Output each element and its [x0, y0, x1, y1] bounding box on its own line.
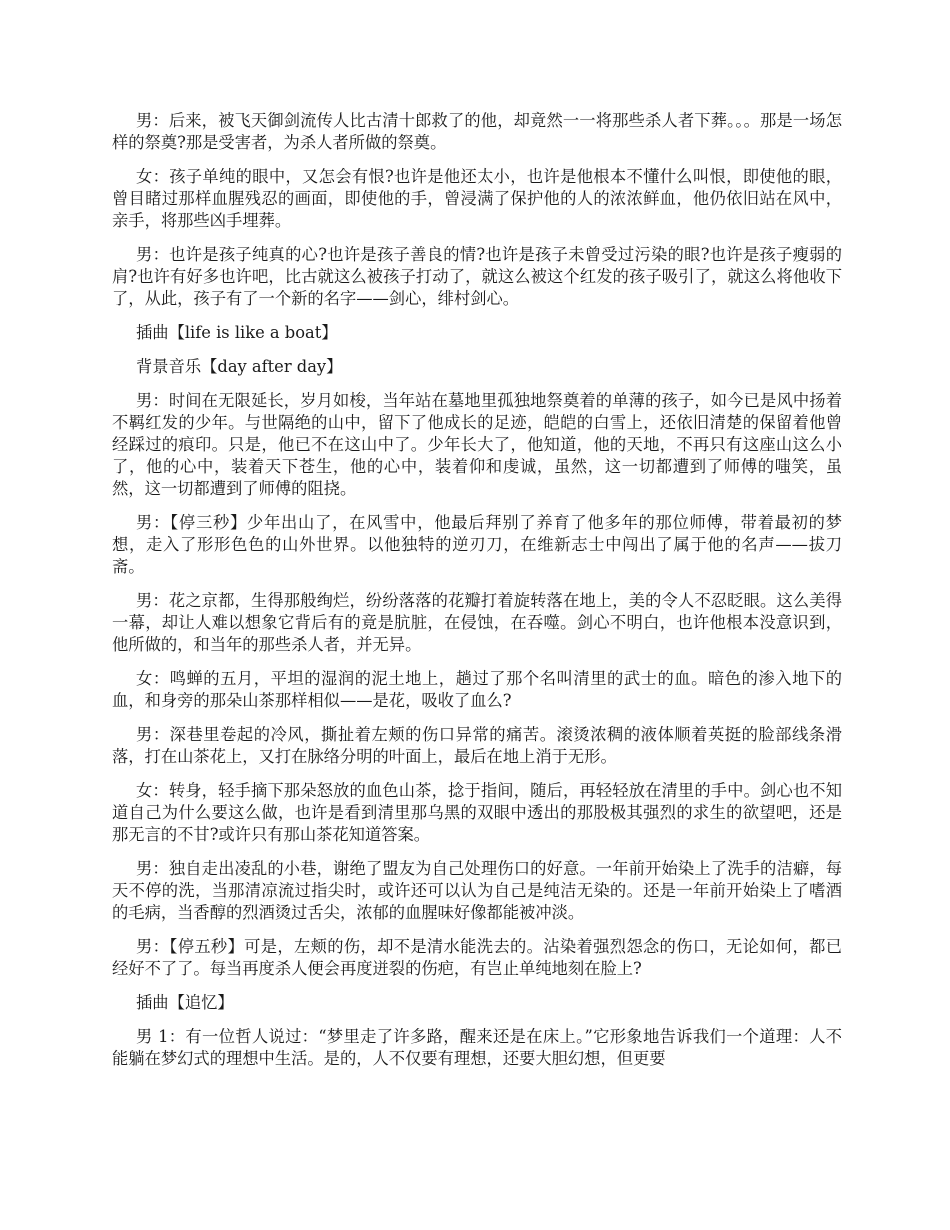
paragraph-6: 男：时间在无限延长，岁月如梭，当年站在墓地里孤独地祭奠着的单薄的孩子，如今已是风中扬着不羁红发的少年。与世隔绝的山中，留下了他成长的足迹，皑皑的白雪上，还依旧清楚的保留着他曾经踩过的痕印。只是，他已不在这山中了。少年长大了，他知道，他的天地，不再只有这座山这么小了，他的心中，装着天下苍生，他的心中，装着仰和虔诚，虽然，这一切都遭到了师傅的嗤笑，虽然，这一切都遭到了师傅的阻挠。	[112, 391, 842, 498]
paragraph-8: 男：花之京都，生得那般绚烂，纷纷落落的花瓣打着旋转落在地上，美的令人不忍眨眼。这么美得一幕，却让人难以想象它背后有的竟是肮脏，在侵蚀，在吞噬。剑心不明白，也许他根本没意识到，他所做的，和当年的那些杀人者，并无异。	[112, 591, 842, 654]
paragraph-15: 男 1：有一位哲人说过：“梦里走了许多路，醒来还是在床上。”它形象地告诉我们一个道理：人不能躺在梦幻式的理想中生活。是的，人不仅要有理想，还要大胆幻想，但更要	[112, 1027, 842, 1068]
paragraph-9: 女：鸣蝉的五月，平坦的湿润的泥土地上，趟过了那个名叫清里的武士的血。暗色的渗入地下的血，和身旁的那朵山茶那样相似——是花，吸收了血么?	[112, 669, 842, 710]
paragraph-7: 男：【停三秒】少年出山了，在风雪中，他最后拜别了养育了他多年的那位师傅，带着最初的梦想，走入了形形色色的山外世界。以他独特的逆刃刀，在维新志士中闯出了属于他的名声——拔刀斋。	[112, 513, 842, 576]
paragraph-3: 男：也许是孩子纯真的心?也许是孩子善良的情?也许是孩子未曾受过污染的眼?也许是孩子瘦弱的肩?也许有好多也许吧，比古就这么被孩子打动了，就这么被这个红发的孩子吸引了，就这么将他收下了，从此，孩子有了一个新的名字——剑心，绯村剑心。	[112, 245, 842, 308]
paragraph-4-song-title: 插曲【life is like a boat】	[136, 323, 338, 342]
paragraph-5-bgm-title: 背景音乐【day after day】	[136, 357, 343, 376]
paragraph-11: 女：转身，轻手摘下那朵怒放的血色山茶，捻于指间，随后，再轻轻放在清里的手中。剑心也不知道自己为什么要这么做，也许是看到清里那乌黑的双眼中透出的那股极其强烈的求生的欲望吧，还是那无言的不甘?或许只有那山茶花知道答案。	[112, 781, 842, 844]
paragraph-10: 男：深巷里卷起的冷风，撕扯着左颊的伤口异常的痛苦。滚烫浓稠的液体顺着英挺的脸部线条滑落，打在山茶花上，又打在脉络分明的叶面上，最后在地上消于无形。	[112, 725, 842, 766]
document-page	[112, 110, 842, 1082]
paragraph-13: 男：【停五秒】可是，左颊的伤，却不是清水能洗去的。沾染着强烈怨念的伤口，无论如何，都已经好不了了。每当再度杀人便会再度迸裂的伤疤，有岂止单纯地刻在脸上?	[112, 937, 842, 978]
paragraph-12: 男：独自走出凌乱的小巷，谢绝了盟友为自己处理伤口的好意。一年前开始染上了洗手的洁癖，每天不停的洗，当那清凉流过指尖时，或许还可以认为自己是纯洁无染的。还是一年前开始染上了嗜酒的毛病，当香醇的烈酒烫过舌尖，浓郁的血腥味好像都能被冲淡。	[112, 859, 842, 922]
paragraph-14-song-title: 插曲【追忆】	[136, 993, 234, 1012]
paragraph-1: 男：后来，被飞天御剑流传人比古清十郎救了的他，却竟然一一将那些杀人者下葬。。。那是一场怎样的祭奠?那是受害者，为杀人者所做的祭奠。	[112, 111, 842, 152]
paragraph-2: 女：孩子单纯的眼中，又怎会有恨?也许是他还太小，也许是他根本不懂什么叫恨，即使他的眼，曾目睹过那样血腥残忍的画面，即使他的手，曾浸满了保护他的人的浓浓鲜血，他仍依旧站在风中，亲手，将那些凶手埋葬。	[112, 167, 842, 230]
